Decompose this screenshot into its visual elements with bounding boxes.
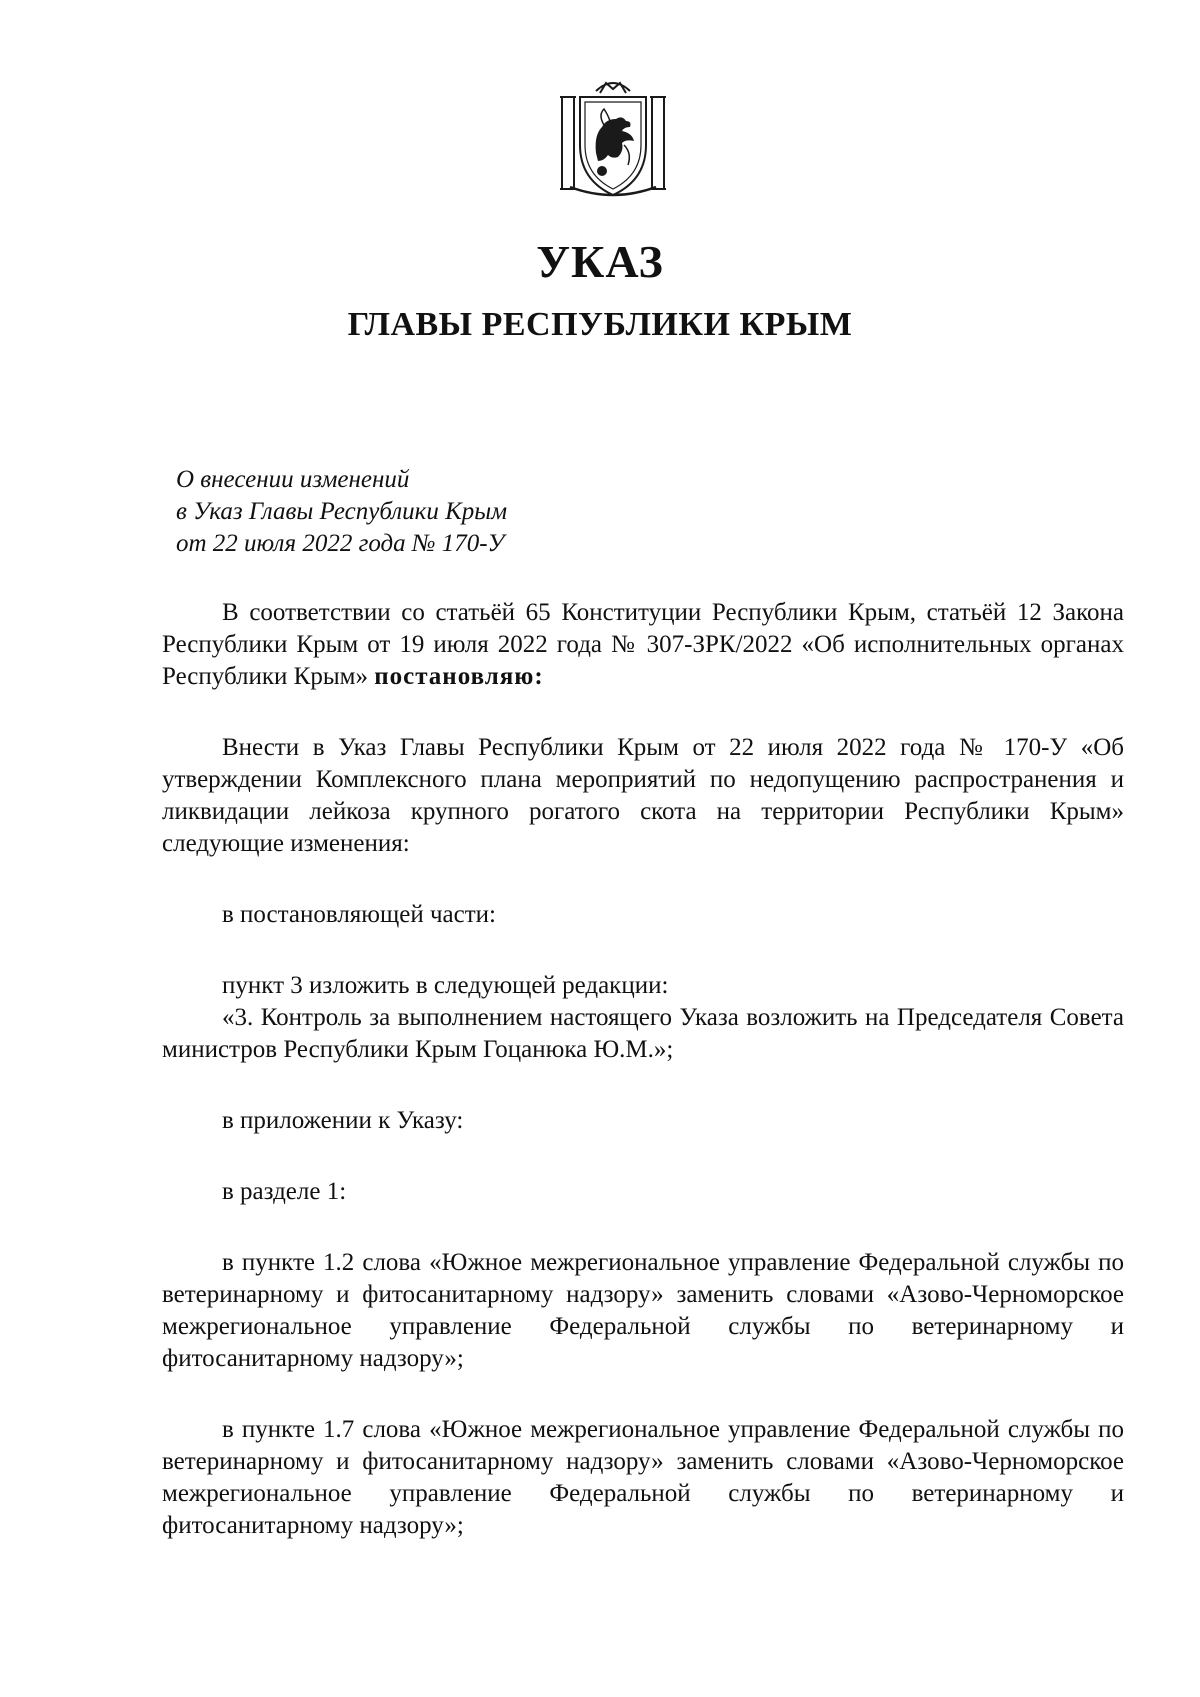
body-paragraph: «3. Контроль за выполнением настоящего Указа возложить на Председателя Совета министров Республики Крым Гоцанюка Ю.М.»; <box>162 1004 1124 1063</box>
preamble-paragraph <box>162 597 1124 693</box>
document-subtitle: ГЛАВЫ РЕСПУБЛИКИ КРЫМ <box>347 306 853 343</box>
body-paragraph: Внести в Указ Главы Республики Крым от 22 июля 2022 года № 170-У «Об утверждении Комплексного плана мероприятий по недопущению распространения и ликвидации лейкоза крупного рогатого скота на территории Республики Крым» следующие изменения: <box>162 734 1124 857</box>
document-subject <box>176 464 507 560</box>
document-body <box>162 597 1124 1542</box>
preamble-text: В соответствии со статьёй 65 Конституции Республики Крым, статьёй 12 Закона Республики Крым от 19 июля 2022 года № 307-ЗРК/2022 «Об исполнительных органах Республики Крым» <box>162 599 1124 690</box>
subject-line: в Указ Главы Республики Крым <box>176 498 508 525</box>
body-paragraph: в пункте 1.7 слова «Южное межрегиональное управление Федеральной службы по ветеринарному и фитосанитарному надзору» заменить словами «Азово-Черноморское межрегиональное управление Федеральной службы по ветеринарному и фитосанитарному надзору»; <box>162 1416 1124 1539</box>
decree-word: постановляю: <box>374 663 544 690</box>
body-paragraph: в пункте 1.2 слова «Южное межрегиональное управление Федеральной службы по ветеринарному и фитосанитарному надзору» заменить словами «Азово-Черноморское межрегиональное управление Федеральной службы по ветеринарному и фитосанитарному надзору»; <box>162 1249 1124 1372</box>
body-paragraph: в разделе 1: <box>222 1178 347 1205</box>
body-paragraph: в приложении к Указу: <box>222 1107 464 1134</box>
subject-line: О внесении изменений <box>176 466 410 493</box>
body-paragraph: пункт 3 изложить в следующей редакции: <box>222 972 669 999</box>
subject-line: от 22 июля 2022 года № 170-У <box>176 530 505 557</box>
document-title: УКАЗ <box>536 236 664 287</box>
body-paragraph: в постановляющей части: <box>222 901 496 928</box>
crimea-coat-of-arms-icon <box>558 75 668 201</box>
